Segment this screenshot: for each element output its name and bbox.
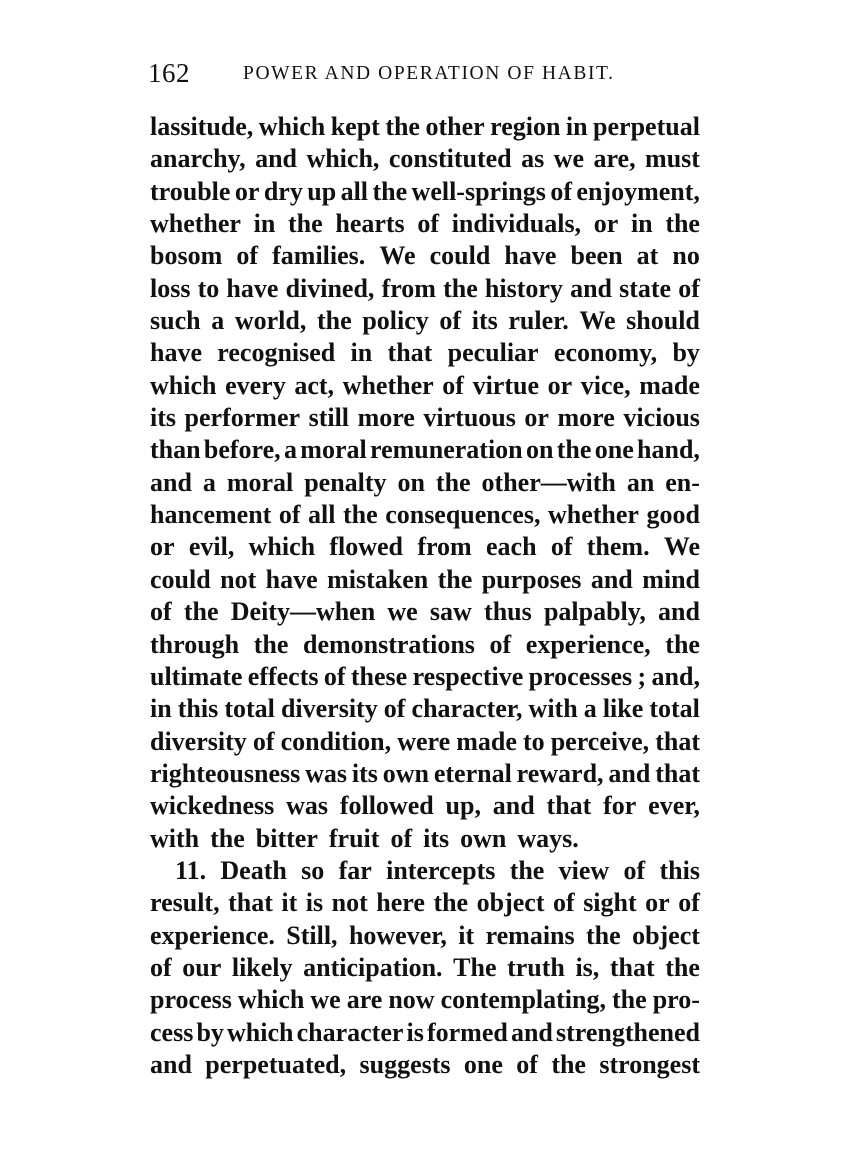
text-line: through the demonstrations of experience, the bbox=[150, 629, 700, 659]
text-line: such a world, the policy of its ruler. We should bbox=[150, 306, 700, 336]
text-line: and perpetuated, suggests one of the strongest bbox=[150, 1049, 700, 1079]
page-number: 162 bbox=[148, 58, 190, 88]
text-line: have recognised in that peculiar economy, by bbox=[150, 338, 700, 368]
text-line: anarchy, and which, constituted as we are, must bbox=[150, 144, 700, 174]
text-line: righteousness was its own eternal reward, and that bbox=[150, 758, 700, 788]
running-title: POWER AND OPERATION OF HABIT. bbox=[243, 63, 615, 84]
text-line: could not have mistaken the purposes and mind bbox=[150, 564, 700, 594]
body-text bbox=[150, 111, 700, 1081]
text-line: ultimate effects of these respective processes ; and, bbox=[150, 661, 700, 691]
text-line: than before, a moral remuneration on the one hand, bbox=[150, 435, 700, 465]
text-line: of the Deity—when we saw thus palpably, and bbox=[150, 597, 700, 627]
text-line: hancement of all the consequences, whether good bbox=[150, 500, 700, 530]
text-line: with the bitter fruit of its own ways. bbox=[150, 823, 579, 853]
text-line: bosom of families. We could have been at no bbox=[150, 241, 700, 271]
text-line: wickedness was followed up, and that for ever, bbox=[150, 791, 700, 821]
text-line: diversity of condition, were made to perceive, that bbox=[150, 726, 700, 756]
text-line: whether in the hearts of individuals, or in the bbox=[150, 209, 700, 239]
text-line: in this total diversity of character, with a like total bbox=[150, 694, 700, 724]
book-page bbox=[150, 58, 700, 1081]
text-line: trouble or dry up all the well-springs of enjoyment, bbox=[150, 176, 700, 206]
text-line: and a moral penalty on the other—with an en- bbox=[150, 467, 700, 497]
text-line: loss to have divined, from the history and state of bbox=[150, 273, 700, 303]
text-line: its performer still more virtuous or more vicious bbox=[150, 403, 700, 433]
text-line: result, that it is not here the object of sight or of bbox=[150, 888, 700, 918]
text-line: lassitude, which kept the other region in perpetual bbox=[150, 112, 700, 141]
text-line: of our likely anticipation. The truth is, that the bbox=[150, 952, 700, 982]
text-line: 11. Death so far intercepts the view of this bbox=[175, 855, 700, 885]
text-line: or evil, which flowed from each of them. We bbox=[150, 532, 700, 562]
running-header bbox=[150, 58, 700, 98]
text-line: which every act, whether of virtue or vice, made bbox=[150, 370, 700, 400]
text-line: cess by which character is formed and strengthened bbox=[150, 1017, 700, 1047]
text-line: experience. Still, however, it remains the object bbox=[150, 920, 700, 950]
text-line: process which we are now contemplating, the pro- bbox=[150, 985, 700, 1015]
